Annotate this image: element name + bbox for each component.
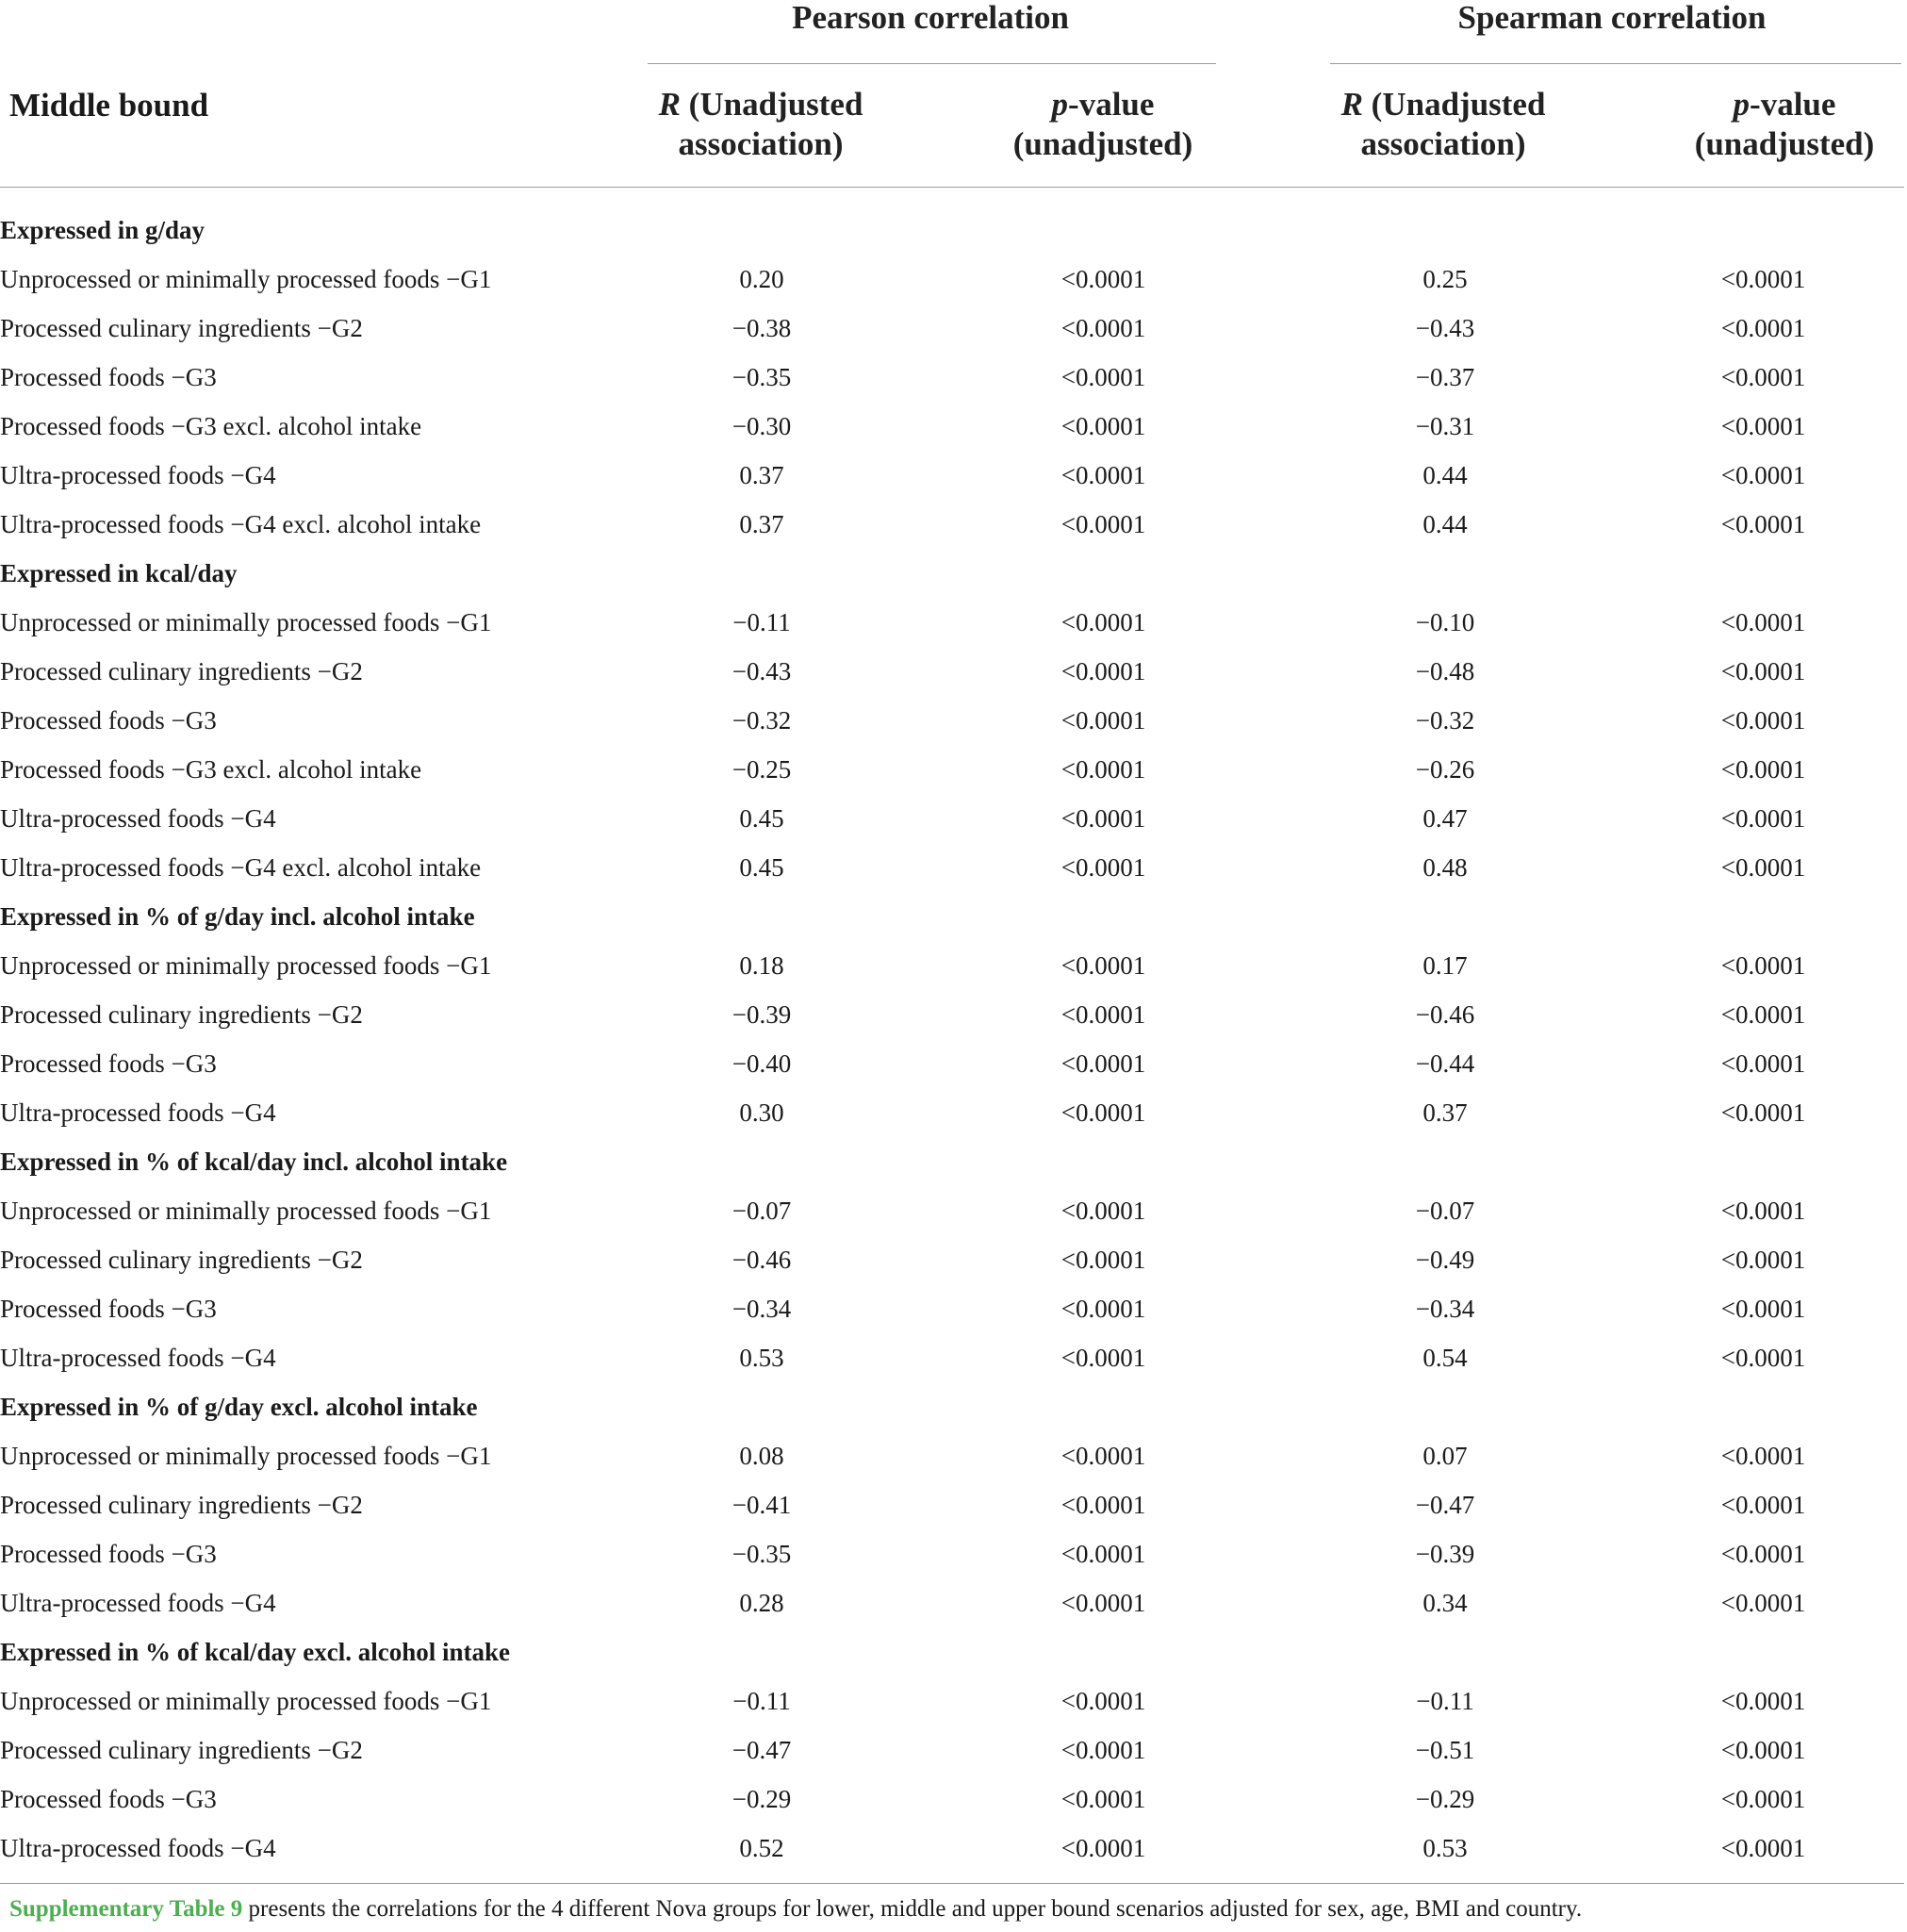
- section-title: Expressed in % of g/day excl. alcohol intake: [0, 1392, 478, 1421]
- table-row: [0, 304, 1907, 353]
- spearman-p-value: <0.0001: [1720, 1196, 1806, 1225]
- section-title: Expressed in % of kcal/day incl. alcohol intake: [0, 1147, 508, 1176]
- pearson-p-value: <0.0001: [1060, 852, 1146, 882]
- pearson-p-value: <0.0001: [1060, 999, 1146, 1029]
- pearson-r-value: 0.30: [739, 1098, 784, 1127]
- pearson-r-value: −0.29: [732, 1784, 792, 1813]
- section-row: [0, 1382, 1907, 1431]
- pearson-p-value: <0.0001: [1060, 460, 1146, 489]
- spearman-r-value: 0.34: [1422, 1588, 1468, 1617]
- pearson-group-rule: [648, 63, 1216, 64]
- spearman-p-value: <0.0001: [1720, 1294, 1806, 1323]
- section-title: Expressed in % of g/day incl. alcohol intake: [0, 901, 475, 931]
- pearson-p-value: <0.0001: [1060, 1686, 1146, 1715]
- spearman-p-value: <0.0001: [1720, 1735, 1806, 1764]
- spearman-r-value: 0.17: [1422, 950, 1468, 980]
- spearman-p-value: <0.0001: [1720, 1343, 1806, 1372]
- pearson-r-value: 0.18: [739, 950, 784, 980]
- row-name: Ultra-processed foods −G4: [0, 460, 276, 489]
- pearson-r-value: 0.37: [739, 460, 784, 489]
- pearson-r-value: −0.11: [732, 607, 791, 636]
- r-symbol: R: [1340, 86, 1363, 123]
- pearson-r-value: 0.53: [739, 1343, 784, 1372]
- table-row: [0, 402, 1907, 451]
- pearson-r-value: −0.47: [732, 1735, 792, 1764]
- row-name: Processed foods −G3: [0, 1539, 217, 1568]
- footnote: [9, 1896, 1582, 1923]
- pearson-r-value: −0.34: [732, 1294, 792, 1323]
- row-name: Processed foods −G3: [0, 362, 217, 391]
- row-name: Processed foods −G3 excl. alcohol intake: [0, 411, 422, 440]
- table-row: [0, 1088, 1907, 1137]
- pearson-p-value: <0.0001: [1060, 1098, 1146, 1127]
- row-name: Ultra-processed foods −G4 excl. alcohol intake: [0, 509, 482, 538]
- spearman-group-title: Spearman correlation: [1457, 0, 1767, 36]
- pearson-p-header: [943, 85, 1263, 164]
- pearson-p-value: <0.0001: [1060, 264, 1146, 293]
- row-name: Processed foods −G3 excl. alcohol intake: [0, 754, 422, 784]
- row-name: Processed culinary ingredients −G2: [0, 999, 363, 1029]
- spearman-p-value: <0.0001: [1720, 803, 1806, 833]
- table-row: [0, 941, 1907, 990]
- table-row: [0, 1529, 1907, 1578]
- spearman-p-value: <0.0001: [1720, 1539, 1806, 1568]
- table-row: [0, 794, 1907, 843]
- pearson-p-value: <0.0001: [1060, 1833, 1146, 1862]
- section-row: [0, 549, 1907, 598]
- row-name: Ultra-processed foods −G4: [0, 803, 276, 833]
- spearman-p-value: <0.0001: [1720, 607, 1806, 636]
- r-header-line1: (Unadjusted: [1362, 86, 1546, 123]
- pearson-r-value: 0.37: [739, 509, 784, 538]
- p-header-line2: (unadjusted): [1694, 125, 1875, 162]
- table-row: [0, 1431, 1907, 1480]
- pearson-r-value: −0.30: [732, 411, 792, 440]
- spearman-p-value: <0.0001: [1720, 362, 1806, 391]
- pearson-p-value: <0.0001: [1060, 411, 1146, 440]
- p-header-line2: (unadjusted): [1012, 125, 1193, 162]
- spearman-p-value: <0.0001: [1720, 509, 1806, 538]
- pearson-p-value: <0.0001: [1060, 1441, 1146, 1470]
- spearman-r-value: −0.51: [1415, 1735, 1475, 1764]
- r-header-line2: association): [1360, 125, 1526, 162]
- row-name: Processed culinary ingredients −G2: [0, 313, 363, 342]
- table-row: [0, 1284, 1907, 1333]
- table-row: [0, 1039, 1907, 1088]
- spearman-r-value: −0.48: [1415, 656, 1475, 685]
- table-row: [0, 990, 1907, 1039]
- spearman-p-value: <0.0001: [1720, 1245, 1806, 1274]
- table-row: [0, 353, 1907, 402]
- pearson-p-value: <0.0001: [1060, 1049, 1146, 1078]
- table-row: [0, 1333, 1907, 1382]
- table-row: [0, 500, 1907, 549]
- header-bottom-rule: [0, 187, 1904, 188]
- spearman-r-value: −0.31: [1415, 411, 1475, 440]
- row-name: Processed culinary ingredients −G2: [0, 1490, 363, 1519]
- spearman-r-value: 0.53: [1422, 1833, 1468, 1862]
- spearman-p-value: <0.0001: [1720, 656, 1806, 685]
- row-name: Ultra-processed foods −G4: [0, 1588, 276, 1617]
- table-body: [0, 206, 1907, 1873]
- table-row: [0, 451, 1907, 500]
- pearson-r-value: −0.35: [732, 362, 792, 391]
- spearman-r-value: 0.54: [1422, 1343, 1468, 1372]
- pearson-p-value: <0.0001: [1060, 1196, 1146, 1225]
- pearson-r-value: −0.43: [732, 656, 792, 685]
- pearson-r-value: 0.28: [739, 1588, 784, 1617]
- spearman-p-value: <0.0001: [1720, 313, 1806, 342]
- row-name: Unprocessed or minimally processed foods −G1: [0, 1196, 492, 1225]
- spearman-p-value: <0.0001: [1720, 1588, 1806, 1617]
- spearman-r-value: 0.37: [1422, 1098, 1468, 1127]
- pearson-r-value: −0.38: [732, 313, 792, 342]
- pearson-p-value: <0.0001: [1060, 1490, 1146, 1519]
- p-symbol: p: [1733, 86, 1751, 123]
- table-row: [0, 1235, 1907, 1284]
- spearman-p-value: <0.0001: [1720, 460, 1806, 489]
- section-title: Expressed in kcal/day: [0, 558, 238, 587]
- pearson-r-value: 0.45: [739, 803, 784, 833]
- p-header-line1: -value: [1750, 86, 1836, 123]
- spearman-p-value: <0.0001: [1720, 264, 1806, 293]
- pearson-r-value: −0.46: [732, 1245, 792, 1274]
- spearman-p-value: <0.0001: [1720, 1441, 1806, 1470]
- r-symbol: R: [658, 86, 681, 123]
- spearman-group-rule: [1330, 63, 1901, 64]
- pearson-p-value: <0.0001: [1060, 754, 1146, 784]
- pearson-p-value: <0.0001: [1060, 1245, 1146, 1274]
- r-header-line1: (Unadjusted: [680, 86, 863, 123]
- spearman-p-value: <0.0001: [1720, 754, 1806, 784]
- spearman-p-value: <0.0001: [1720, 411, 1806, 440]
- section-row: [0, 206, 1907, 255]
- pearson-r-value: −0.11: [732, 1686, 791, 1715]
- pearson-r-value: −0.07: [732, 1196, 792, 1225]
- pearson-r-header: [600, 85, 921, 164]
- spearman-r-value: 0.07: [1422, 1441, 1468, 1470]
- pearson-r-value: 0.20: [739, 264, 784, 293]
- row-name: Processed culinary ingredients −G2: [0, 1245, 363, 1274]
- pearson-r-value: −0.35: [732, 1539, 792, 1568]
- pearson-r-value: 0.45: [739, 852, 784, 882]
- supplementary-table-link[interactable]: Supplementary Table 9: [9, 1896, 243, 1922]
- table-row: [0, 1676, 1907, 1726]
- spearman-r-value: −0.37: [1415, 362, 1475, 391]
- table-row: [0, 1578, 1907, 1627]
- pearson-r-value: 0.08: [739, 1441, 784, 1470]
- spearman-p-header: [1624, 85, 1907, 164]
- spearman-p-value: <0.0001: [1720, 1098, 1806, 1127]
- pearson-p-value: <0.0001: [1060, 313, 1146, 342]
- spearman-p-value: <0.0001: [1720, 1784, 1806, 1813]
- table-row: [0, 255, 1907, 304]
- pearson-p-value: <0.0001: [1060, 607, 1146, 636]
- pearson-p-value: <0.0001: [1060, 656, 1146, 685]
- section-title: Expressed in % of kcal/day excl. alcohol intake: [0, 1637, 511, 1666]
- pearson-p-value: <0.0001: [1060, 1784, 1146, 1813]
- spearman-r-value: −0.29: [1415, 1784, 1475, 1813]
- spearman-r-value: −0.43: [1415, 313, 1475, 342]
- table-bottom-rule: [0, 1883, 1904, 1884]
- spearman-r-value: −0.46: [1415, 999, 1475, 1029]
- spearman-r-value: −0.44: [1415, 1049, 1475, 1078]
- row-name: Ultra-processed foods −G4: [0, 1833, 276, 1862]
- spearman-p-value: <0.0001: [1720, 950, 1806, 980]
- section-row: [0, 1627, 1907, 1676]
- row-name: Unprocessed or minimally processed foods −G1: [0, 1686, 492, 1715]
- spearman-r-value: 0.44: [1422, 460, 1468, 489]
- row-name: Unprocessed or minimally processed foods −G1: [0, 1441, 492, 1470]
- spearman-r-value: −0.39: [1415, 1539, 1475, 1568]
- spearman-r-value: −0.07: [1415, 1196, 1475, 1225]
- spearman-p-value: <0.0001: [1720, 705, 1806, 735]
- section-row: [0, 1137, 1907, 1186]
- row-name: Ultra-processed foods −G4: [0, 1098, 276, 1127]
- row-name: Processed foods −G3: [0, 1294, 217, 1323]
- row-name: Processed culinary ingredients −G2: [0, 656, 363, 685]
- spearman-r-value: −0.26: [1415, 754, 1475, 784]
- spearman-p-value: <0.0001: [1720, 1049, 1806, 1078]
- spearman-p-value: <0.0001: [1720, 999, 1806, 1029]
- spearman-r-value: −0.49: [1415, 1245, 1475, 1274]
- row-name: Processed foods −G3: [0, 705, 217, 735]
- spearman-r-value: 0.44: [1422, 509, 1468, 538]
- spearman-p-value: <0.0001: [1720, 852, 1806, 882]
- row-label-header: Middle bound: [9, 87, 209, 124]
- table-row: [0, 598, 1907, 647]
- pearson-p-value: <0.0001: [1060, 1343, 1146, 1372]
- pearson-p-value: <0.0001: [1060, 362, 1146, 391]
- row-name: Ultra-processed foods −G4 excl. alcohol intake: [0, 852, 482, 882]
- spearman-r-value: 0.25: [1422, 264, 1468, 293]
- table-row: [0, 1186, 1907, 1235]
- row-name: Ultra-processed foods −G4: [0, 1343, 276, 1372]
- spearman-p-value: <0.0001: [1720, 1833, 1806, 1862]
- pearson-p-value: <0.0001: [1060, 705, 1146, 735]
- section-row: [0, 892, 1907, 941]
- row-name: Processed foods −G3: [0, 1049, 217, 1078]
- pearson-p-value: <0.0001: [1060, 950, 1146, 980]
- row-name: Unprocessed or minimally processed foods −G1: [0, 264, 492, 293]
- spearman-r-value: −0.11: [1416, 1686, 1474, 1715]
- pearson-group-title: Pearson correlation: [792, 0, 1069, 36]
- table-row: [0, 1824, 1907, 1873]
- pearson-r-value: −0.32: [732, 705, 792, 735]
- pearson-p-value: <0.0001: [1060, 1294, 1146, 1323]
- table-row: [0, 1480, 1907, 1529]
- row-name: Processed foods −G3: [0, 1784, 217, 1813]
- table-row: [0, 1726, 1907, 1775]
- pearson-r-value: −0.40: [732, 1049, 792, 1078]
- table-row: [0, 1775, 1907, 1824]
- spearman-r-value: −0.47: [1415, 1490, 1475, 1519]
- row-name: Processed culinary ingredients −G2: [0, 1735, 363, 1764]
- pearson-p-value: <0.0001: [1060, 1588, 1146, 1617]
- section-title: Expressed in g/day: [0, 215, 205, 244]
- spearman-r-value: −0.34: [1415, 1294, 1475, 1323]
- row-name: Unprocessed or minimally processed foods −G1: [0, 950, 492, 980]
- pearson-p-value: <0.0001: [1060, 1539, 1146, 1568]
- row-name: Unprocessed or minimally processed foods −G1: [0, 607, 492, 636]
- p-header-line1: -value: [1068, 86, 1155, 123]
- footnote-text: presents the correlations for the 4 different Nova groups for lower, middle and upper bound scenarios adjusted for sex, age, BMI and country.: [242, 1896, 1583, 1922]
- pearson-r-value: −0.25: [732, 754, 792, 784]
- spearman-p-value: <0.0001: [1720, 1490, 1806, 1519]
- table-row: [0, 696, 1907, 745]
- pearson-p-value: <0.0001: [1060, 1735, 1146, 1764]
- spearman-p-value: <0.0001: [1720, 1686, 1806, 1715]
- pearson-r-value: −0.41: [732, 1490, 792, 1519]
- r-header-line2: association): [678, 125, 844, 162]
- spearman-r-value: 0.47: [1422, 803, 1468, 833]
- correlation-table: [0, 206, 1907, 1873]
- table-row: [0, 647, 1907, 696]
- spearman-r-value: −0.10: [1415, 607, 1475, 636]
- spearman-r-value: 0.48: [1422, 852, 1468, 882]
- table-row: [0, 843, 1907, 892]
- spearman-r-header: [1283, 85, 1603, 164]
- pearson-p-value: <0.0001: [1060, 509, 1146, 538]
- pearson-r-value: −0.39: [732, 999, 792, 1029]
- pearson-r-value: 0.52: [739, 1833, 784, 1862]
- table-row: [0, 745, 1907, 794]
- p-symbol: p: [1051, 86, 1069, 123]
- pearson-p-value: <0.0001: [1060, 803, 1146, 833]
- spearman-r-value: −0.32: [1415, 705, 1475, 735]
